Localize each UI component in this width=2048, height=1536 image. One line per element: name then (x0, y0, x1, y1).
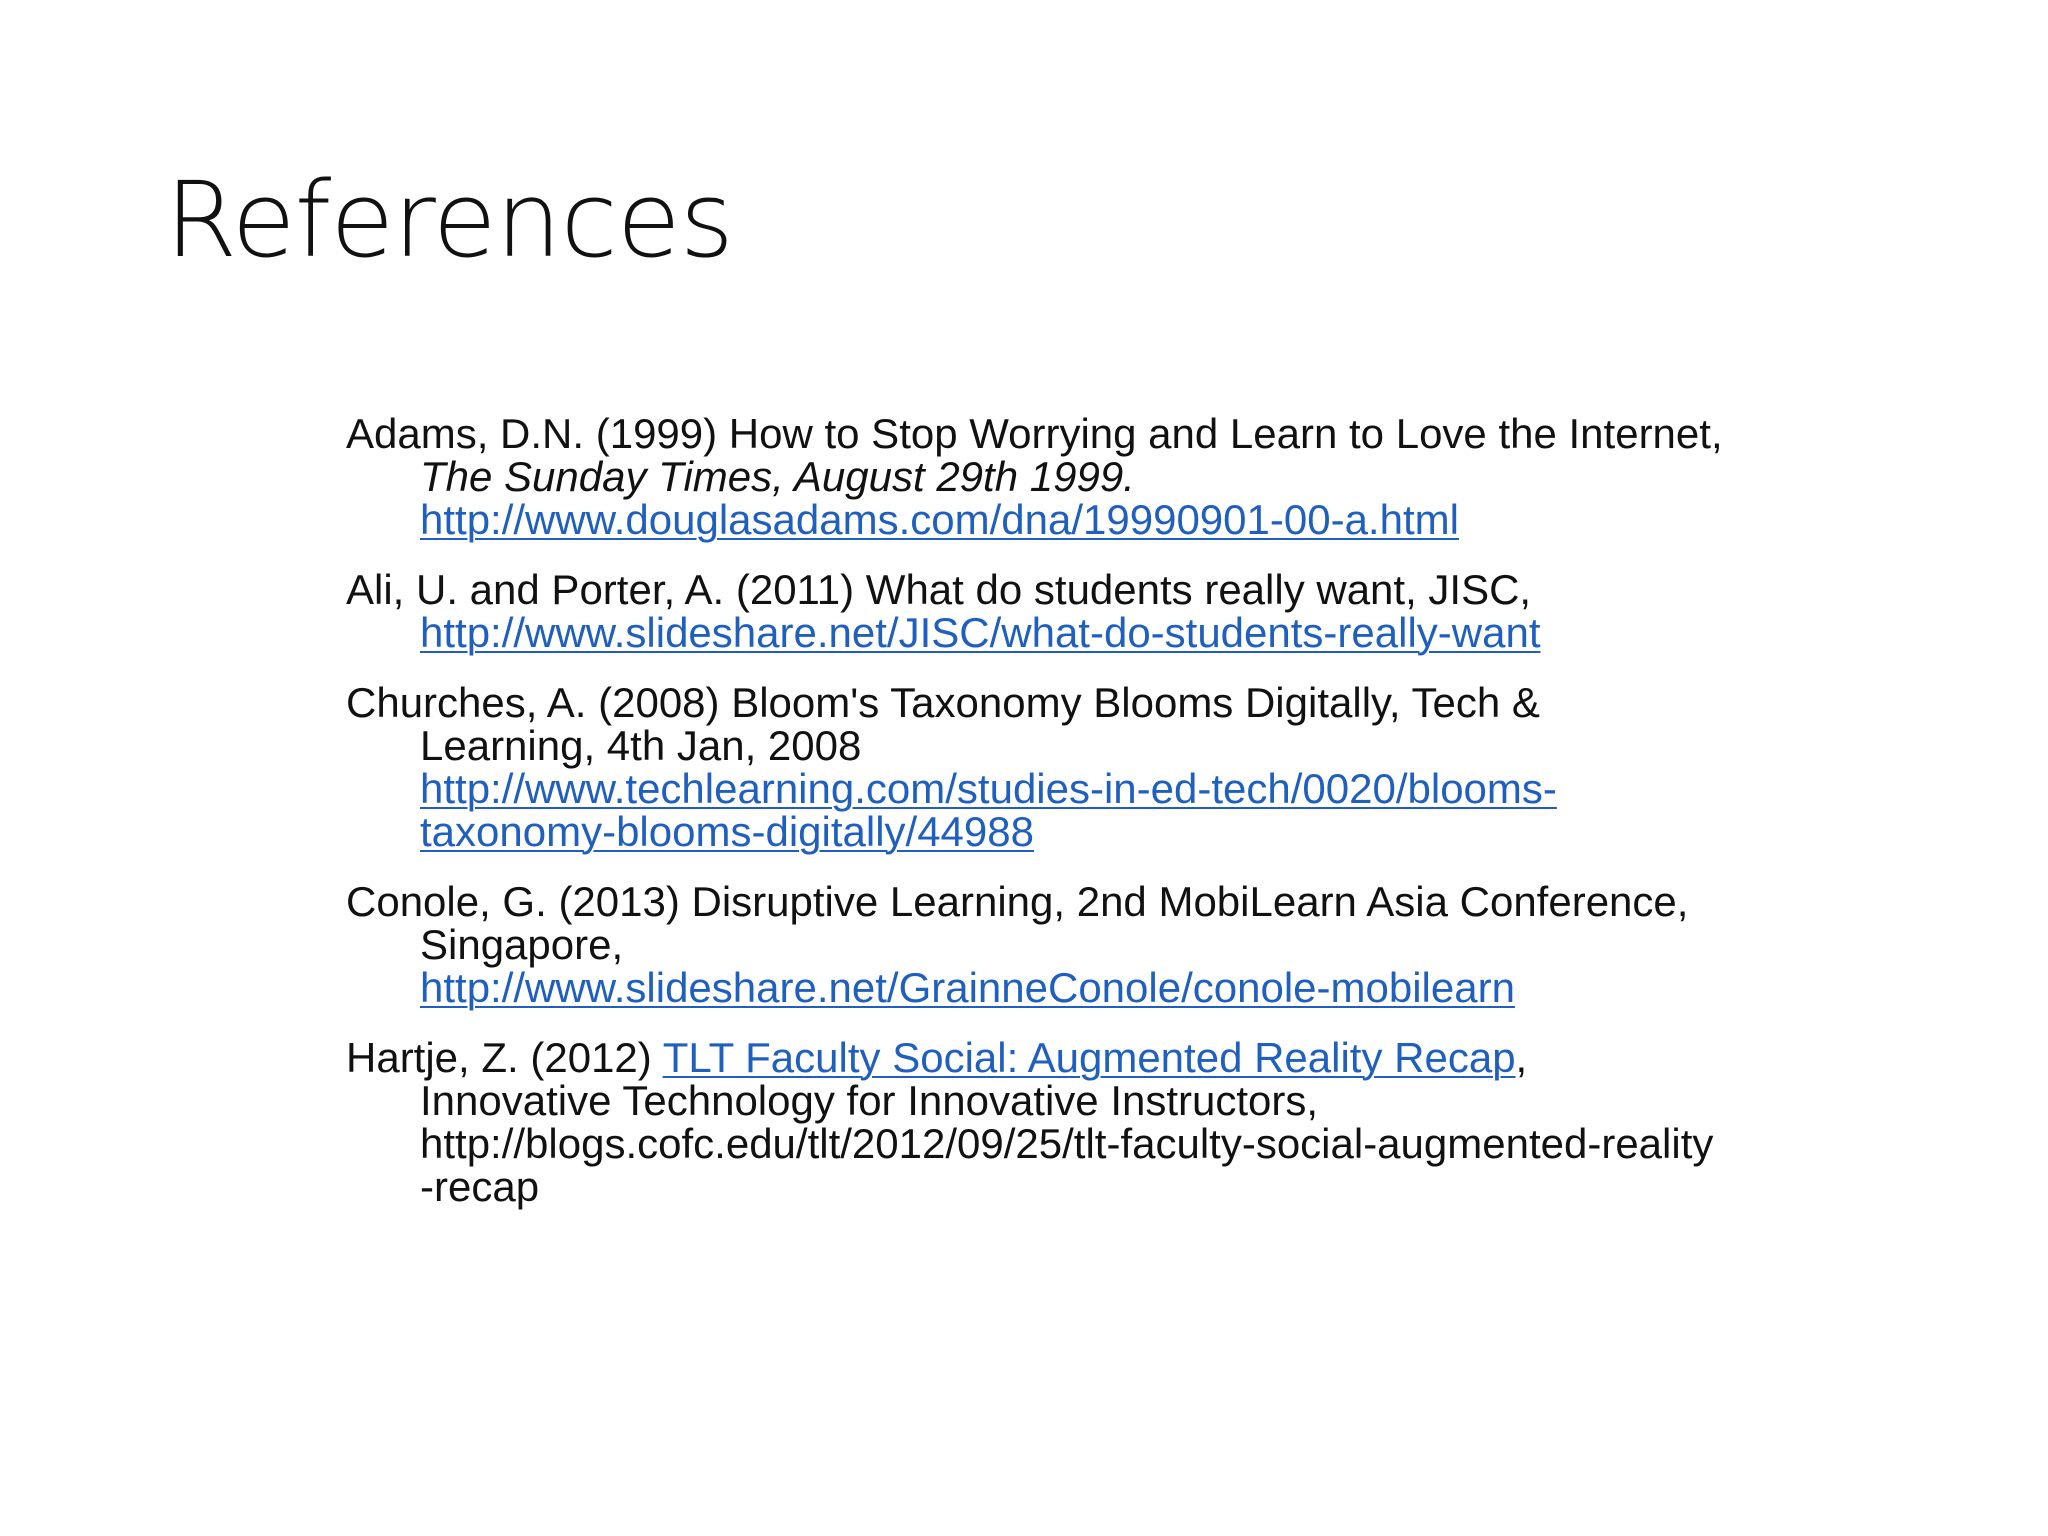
reference-text: Hartje, Z. (2012) (346, 1034, 663, 1081)
reference-item-hartje (346, 1036, 1726, 1208)
reference-text: Ali, U. and Porter, A. (2011) What do students really want, JISC, (346, 566, 1532, 613)
reference-comma: , (1515, 1034, 1528, 1081)
reference-link[interactable]: http://www.slideshare.net/GrainneConole/conole-mobilearn (420, 964, 1515, 1011)
reference-text: Adams, D.N. (1999) How to Stop Worrying and Learn to Love the Internet, (346, 410, 1723, 457)
page-title: References (165, 159, 733, 281)
reference-text: Churches, A. (2008) Bloom's Taxonomy Blooms Digitally, Tech & Learning, 4th Jan, 2008 (346, 679, 1540, 769)
reference-inline-link[interactable]: TLT Faculty Social: Augmented Reality Recap (662, 1034, 1516, 1081)
reference-item-churches (346, 681, 1726, 853)
reference-item-adams (346, 412, 1726, 541)
reference-link[interactable]: http://www.techlearning.com/studies-in-ed-tech/0020/blooms-taxonomy-blooms-digitally/44988 (420, 765, 1557, 855)
references-list (346, 412, 1726, 1235)
reference-plain-url: http://blogs.cofc.edu/tlt/2012/09/25/tlt-faculty-social-augmented-reality-recap (420, 1120, 1714, 1210)
reference-item-conole (346, 880, 1726, 1009)
reference-text: Conole, G. (2013) Disruptive Learning, 2nd MobiLearn Asia Conference, Singapore, (346, 878, 1689, 968)
reference-link[interactable]: http://www.slideshare.net/JISC/what-do-students-really-want (420, 609, 1541, 656)
reference-italic-source: The Sunday Times, August 29th 1999. (420, 453, 1135, 500)
reference-link[interactable]: http://www.douglasadams.com/dna/19990901-00-a.html (420, 496, 1459, 543)
reference-publisher: Innovative Technology for Innovative Instructors, (420, 1077, 1319, 1124)
reference-item-ali-porter (346, 568, 1726, 654)
